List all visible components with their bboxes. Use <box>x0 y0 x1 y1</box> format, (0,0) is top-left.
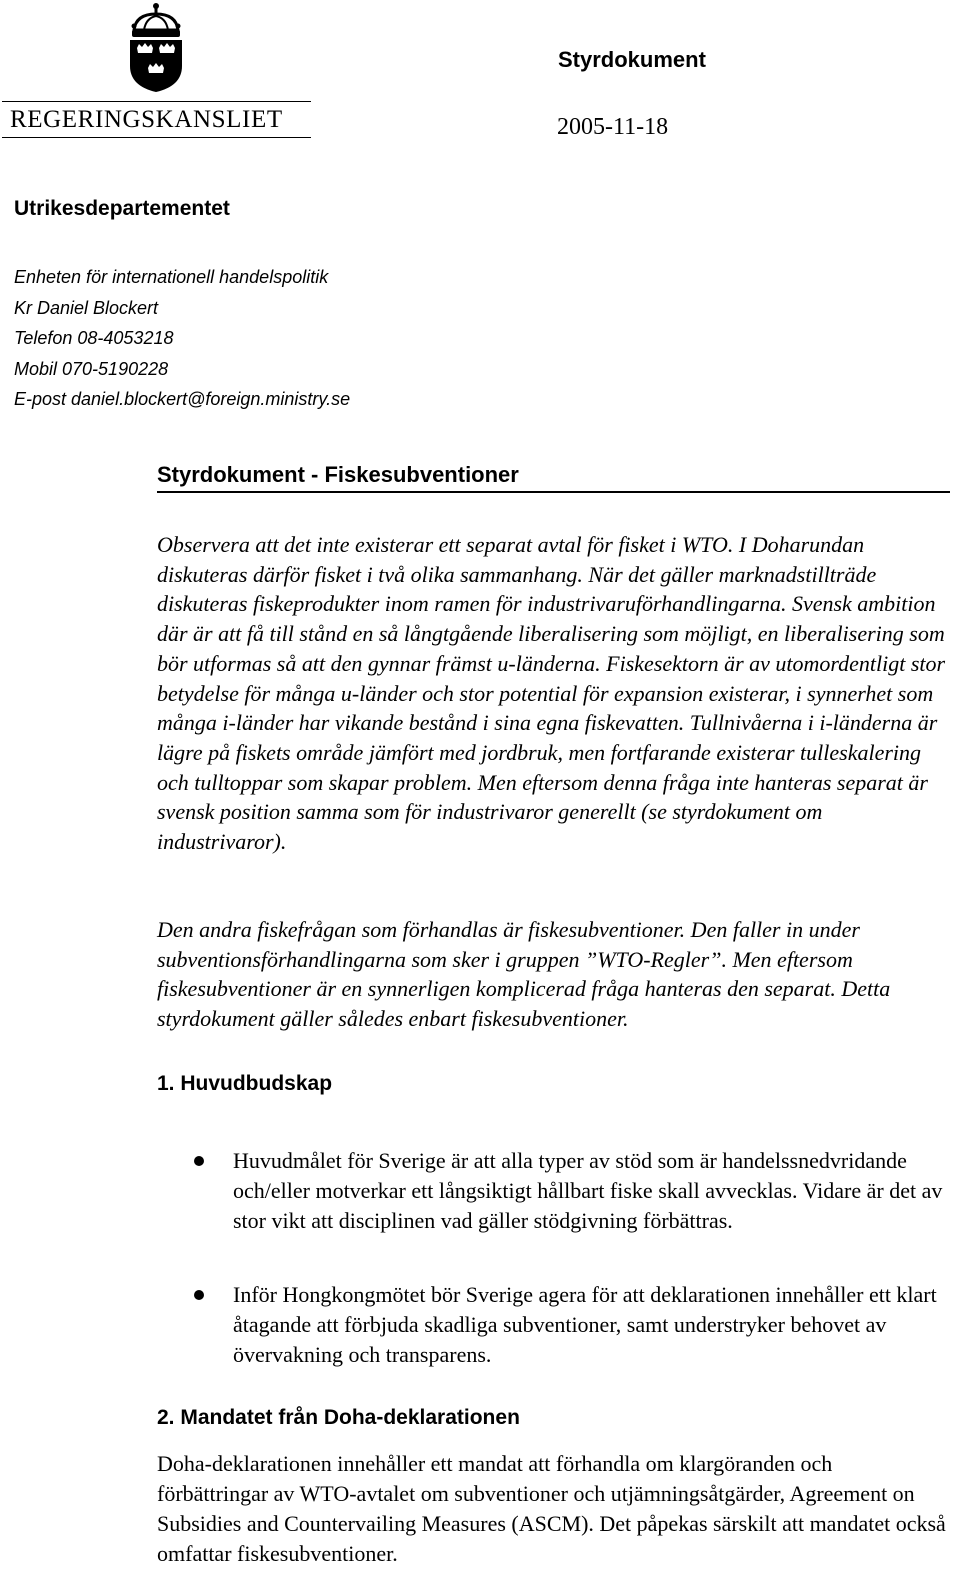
mandate-paragraph: Doha-deklarationen innehåller ett mandat att förhandla om klargöranden och förbättringar av WTO-avtalet om subventioner och utjämningsåtgärder, Agreement on Subsidies and Countervailing Measures (ASCM). Det påpekas särskilt att mandatet också omfattar fiskesubventioner. <box>157 1451 946 1566</box>
coat-of-arms-icon <box>124 2 188 94</box>
document-type: Styrdokument <box>558 47 706 72</box>
contact-unit: Enheten för internationell handelspolitik <box>14 267 329 287</box>
logo-rule-top <box>2 101 311 102</box>
contact-person: Kr Daniel Blockert <box>14 297 159 318</box>
contact-mobile: Mobil 070-5190228 <box>14 358 169 379</box>
document-date: 2005-11-18 <box>557 114 669 140</box>
logo-wordmark: REGERINGSKANSLIET <box>10 106 283 133</box>
contact-phone: Telefon 08-4053218 <box>14 328 174 348</box>
bullet-text: Huvudmålet för Sverige är att alla typer av stöd som är handelssnedvridande och/eller motverkar ett långsiktigt hållbart fiske skall avvecklas. Vidare är det av stor vikt att disciplinen vad gäller stödgivning förbättras. <box>233 1148 943 1233</box>
title-divider <box>157 491 950 493</box>
intro-paragraph: Observera att det inte existerar ett separat avtal för fisket i WTO. I Doharundan diskuteras därför fisket i två olika sammanhang. När det gäller marknadstillträde diskuteras fiskeprodukter inom ramen för industrivaruförhandlingarna. Svensk ambition där är att få till stånd en så långtgående liberalisering som möjligt, en liberalisering som bör utformas så att den gynnar främst u-länderna. Fiskesektorn är av utomordentligt stor betydelse för många u-länder och stor potential för expansion existerar, i synnerhet som många i-länder har vikande bestånd i sina egna fiskevatten. Tullnivåerna i i-länderna är lägre på fiskets område jämfört med jordbruk, men fortfarande existerar tulleskalering och tulltoppar som skapar problem. Men eftersom denna fråga inte hanteras separat är svensk position samma som för industrivaror generellt (se styrdokument om industrivaror). <box>157 532 946 855</box>
bullet-list <box>192 1146 947 1236</box>
contact-block <box>14 262 350 415</box>
bullet-text: Inför Hongkongmötet bör Sverige agera för att deklarationen innehåller ett klart åtagande att förbjuda skadliga subventioner, samt understryker behovet av övervakning och transparens. <box>233 1282 937 1367</box>
section-heading-1: 1. Huvudbudskap <box>157 1072 333 1095</box>
bullet-list <box>192 1280 947 1370</box>
bullet-icon <box>194 1290 204 1300</box>
list-item <box>192 1146 947 1236</box>
logo-rule-bottom <box>2 137 311 138</box>
subsidies-paragraph: Den andra fiskefrågan som förhandlas är fiskesubventioner. Den faller in under subventionsförhandlingarna som sker i gruppen ”WTO-Regler”. Men eftersom fiskesubventioner är en synnerligen komplicerad fråga hanteras den separat. Detta styrdokument gäller således enbart fiskesubventioner. <box>157 917 891 1032</box>
section-heading-2: 2. Mandatet från Doha-deklarationen <box>157 1406 520 1429</box>
bullet-icon <box>194 1156 204 1166</box>
regeringskansliet-logo <box>0 0 312 140</box>
list-item <box>192 1280 947 1370</box>
document-title: Styrdokument - Fiskesubventioner <box>157 462 519 487</box>
contact-email: E-post daniel.blockert@foreign.ministry.se <box>14 389 351 409</box>
department-name: Utrikesdepartementet <box>14 197 230 220</box>
